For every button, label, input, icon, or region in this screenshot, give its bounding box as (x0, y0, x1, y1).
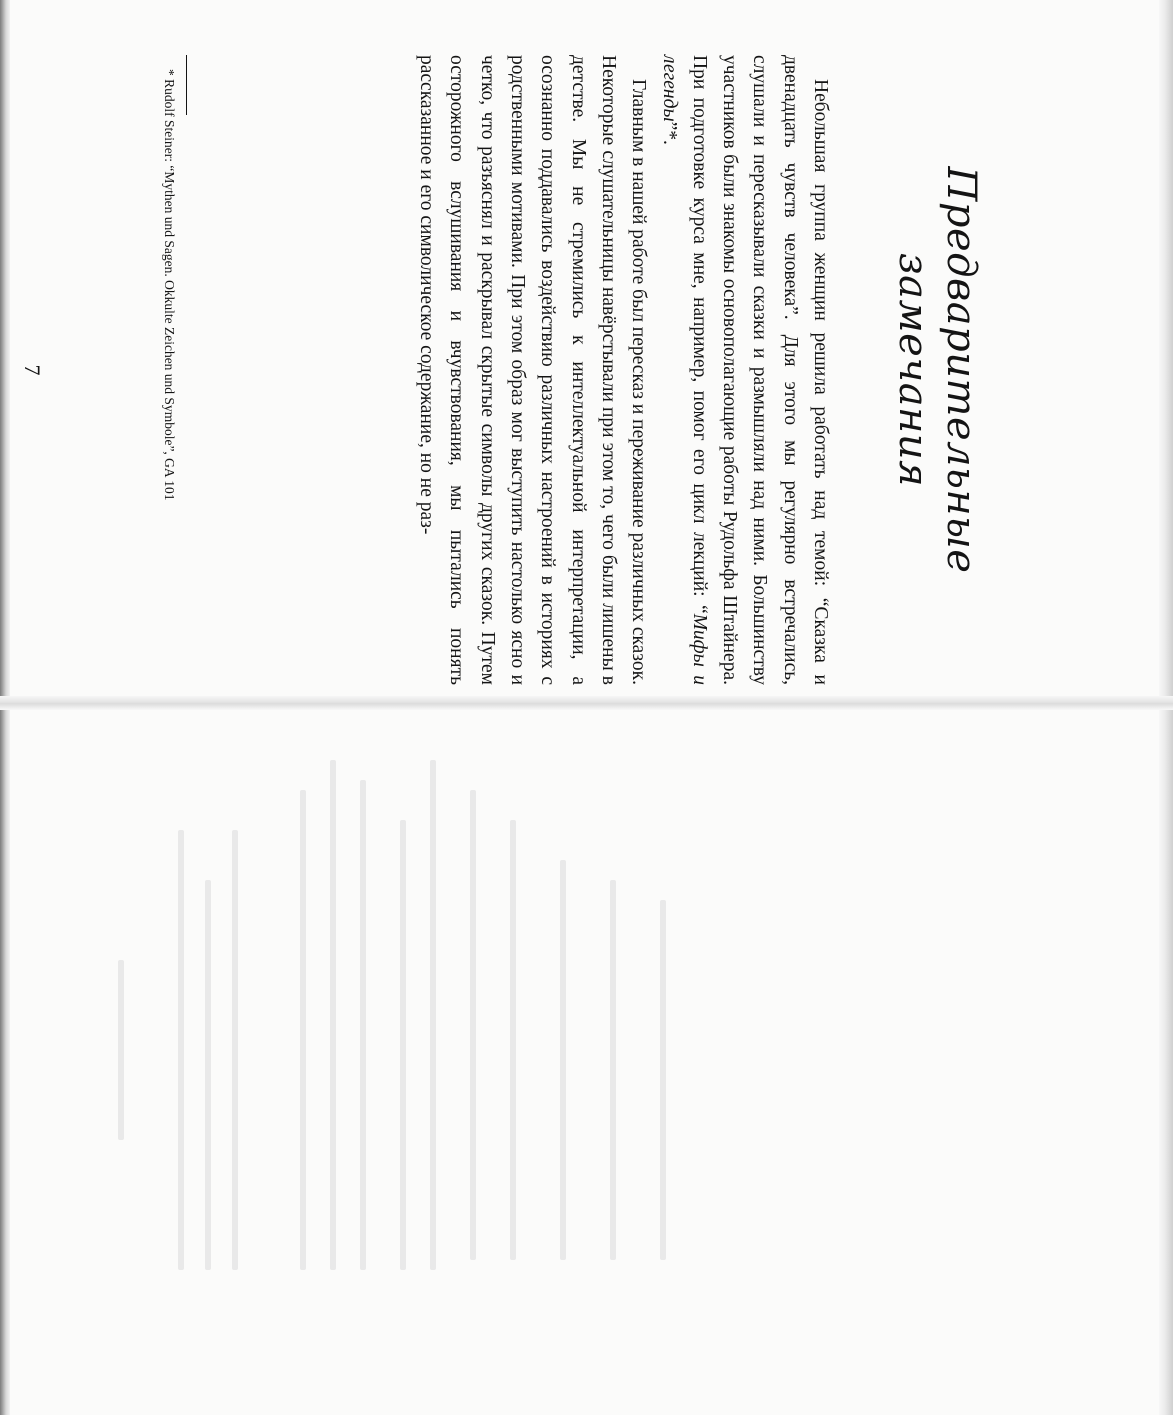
chapter-title-line-1: Предварительные (938, 166, 984, 574)
document-page (5, 55, 1095, 685)
lecture-cycle-title: Мифы и легенды (658, 55, 710, 686)
chapter-title-line-2: замечания (890, 252, 936, 488)
footnote-divider (186, 55, 187, 115)
footnote: * Rudolf Steiner: “Mythen und Sagen. Okkulte Zeichen und Symbole”, GA 101 (162, 69, 177, 501)
paragraph-1-tail: ”*. (658, 121, 680, 145)
body-text (411, 55, 835, 685)
paragraph-2: Главным в нашей работе был пересказ и переживание различных сказок. Некоторые слушательницы навёрстывали при этом то, чего были лишены в детстве. Мы не стремились к интеллектуальной интерпретации, а осознанно поддавались воздействию различных настроений в историях с родственными мотивами. При этом образ мог выступить настолько ясно и четко, что разъяснял и раскрывал скрытые символы других сказок. Путем осторожного вслушивания и вчувствования, мы пытались понять рассказанное и его символическое содержание, но не раз- (416, 55, 650, 685)
page-number: 7 (20, 364, 45, 376)
book-spine (0, 696, 1173, 710)
chapter-title (889, 55, 985, 685)
paragraph-1 (653, 55, 835, 685)
paragraph-1-text: Небольшая группа женщин решила работать над темой: “Сказка и двенадцать чувств человека”. Для этого мы регулярно встречались, слушали и пересказывали сказки и размышляли над ними. Большинству участников были знакомы основополагающие работы Рудольфа Штайнера. При подготовке курса мне, например, помог его цикл лекций: “ (688, 55, 831, 685)
